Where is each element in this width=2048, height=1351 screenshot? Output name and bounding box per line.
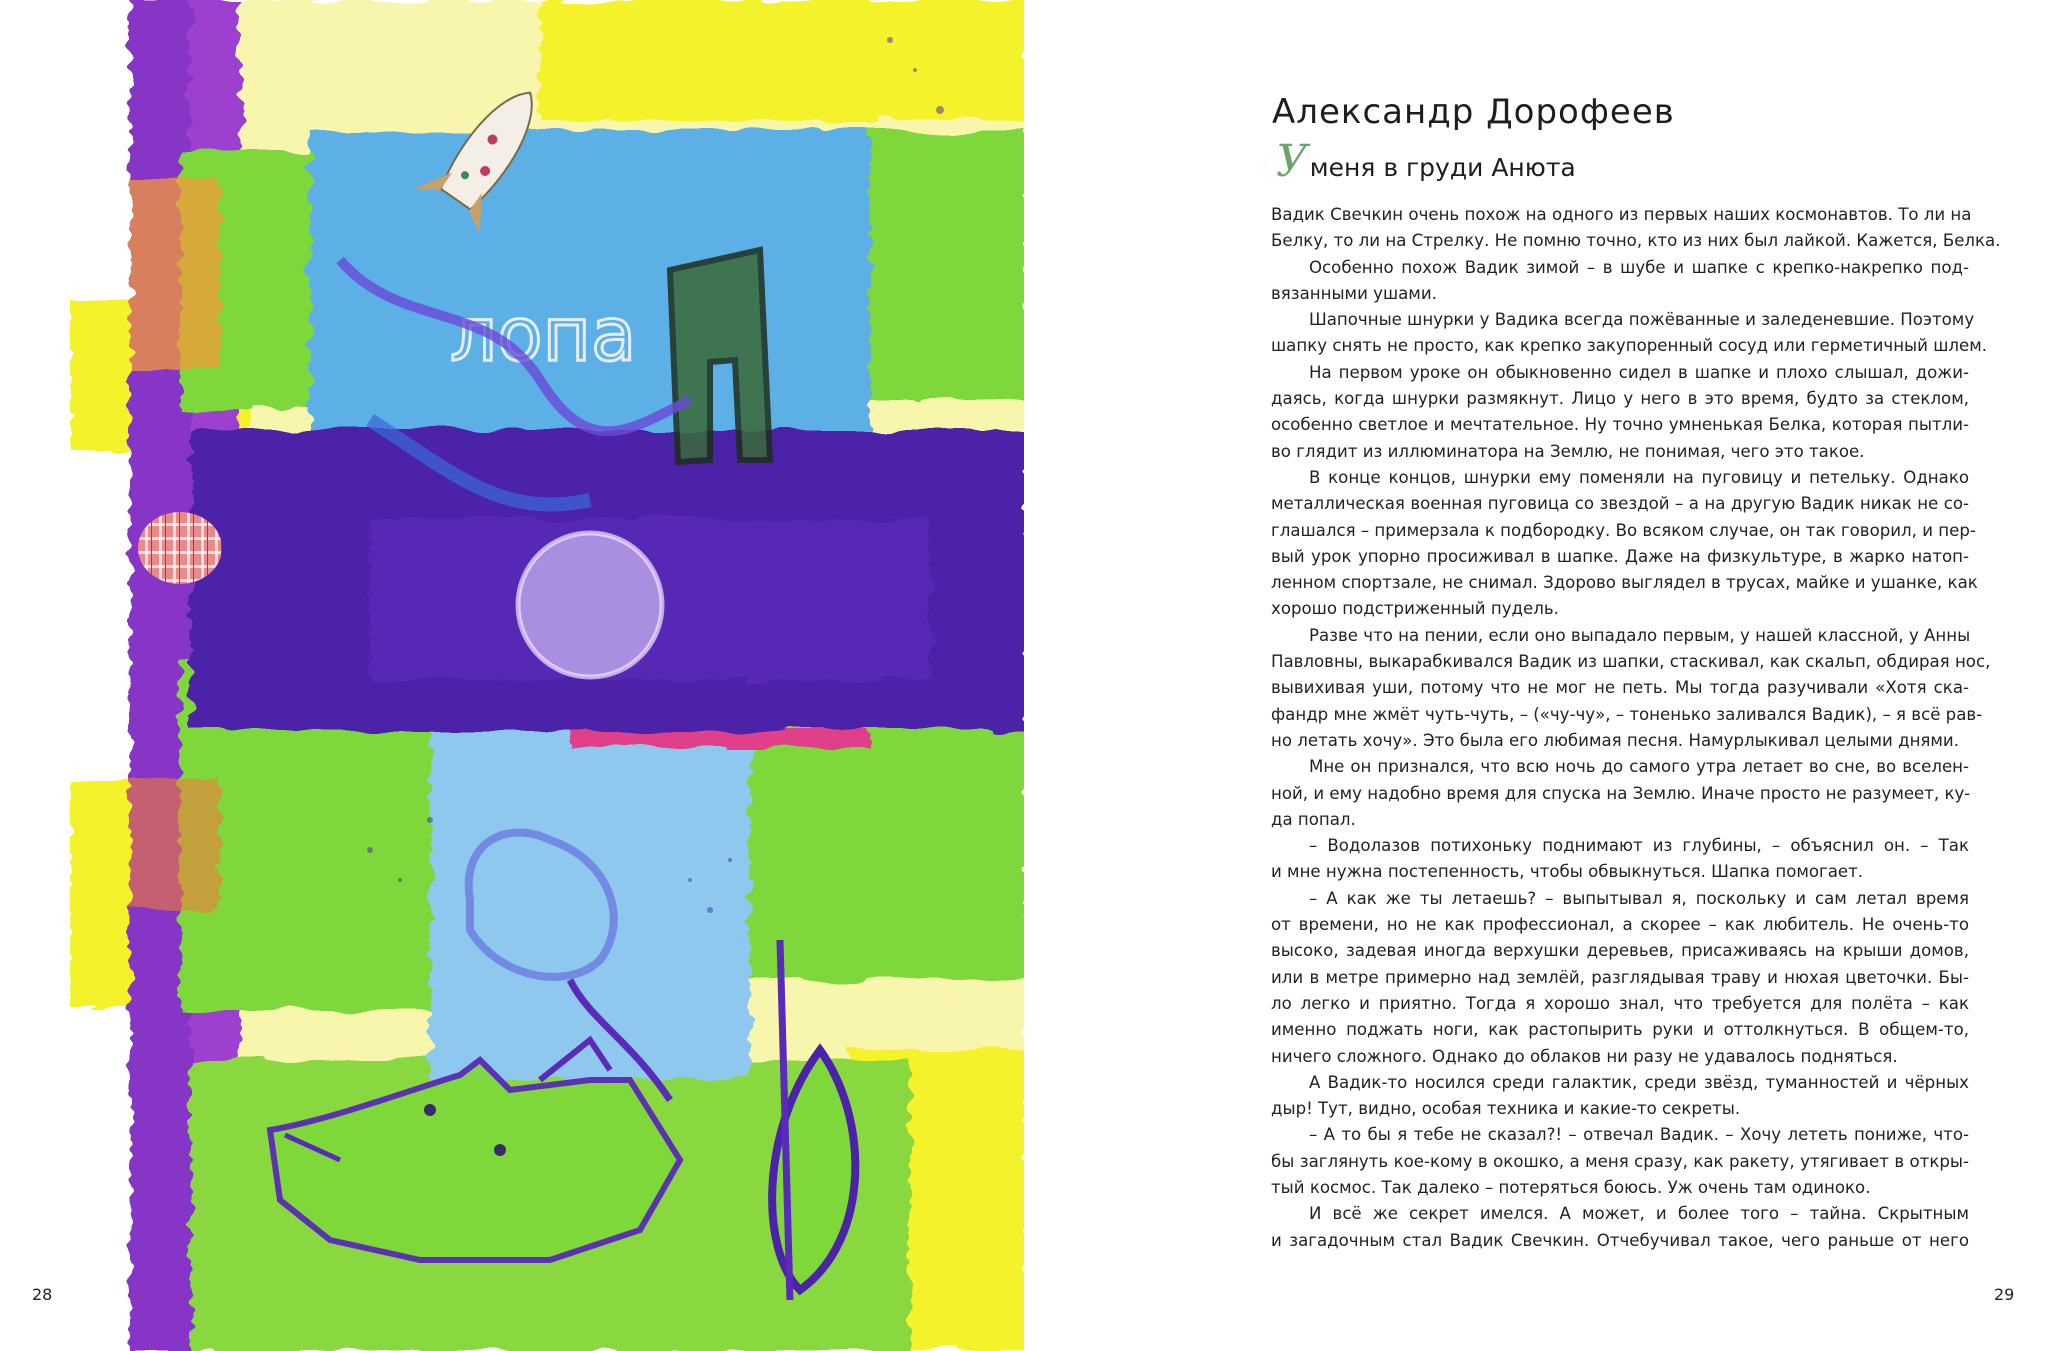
text-line: глашался – примерзала к подбородку. Во всяком случае, он так говорил, и пер- (1271, 520, 1976, 540)
paragraph (1271, 623, 1991, 754)
paragraph (1271, 886, 1969, 1070)
text-line: от времени, но не как профессионал, а скорее – как любитель. Не очень-то (1271, 915, 1969, 935)
illustration (70, 0, 1024, 1351)
text-line: Белку, то ли на Стрелку. Не помню точно, кто из них был лайкой. Кажется, Белка. (1271, 231, 2001, 251)
text-line: – А как же ты летаешь? – выпытывал я, поскольку и сам летал время (1309, 888, 1969, 908)
text-line: тый космос. Так далеко – потеряться боюсь. Уж очень там одиноко. (1271, 1177, 1871, 1197)
paragraph (1271, 360, 1969, 465)
text-line: Шапочные шнурки у Вадика всегда пожёванные и заледеневшие. Поэтому (1309, 310, 1975, 330)
text-line: Вадик Свечкин очень похож на одного из первых наших космонавтов. То ли на (1271, 205, 1972, 224)
text-line: дыр! Тут, видно, особая техника и какие-то секреты. (1271, 1099, 1741, 1119)
text-line: ной, и ему надобно время для спуска на Землю. Иначе просто не разумеет, ку- (1271, 783, 1971, 803)
text-line: ленном спортзале, не снимал. Здорово выглядел в трусах, майке и ушанке, как (1271, 573, 1978, 593)
text-line: во глядит из иллюминатора на Землю, не понимая, чего это такое. (1271, 441, 1865, 461)
paragraph (1271, 465, 1978, 623)
text-line: бы заглянуть кое-кому в окошко, а меня сразу, как ракету, утягивает в откры- (1271, 1151, 1969, 1171)
text-line: На первом уроке он обыкновенно сидел в шапке и плохо слышал, дожи- (1309, 362, 1969, 382)
text-line: ничего сложного. Однако до облаков ни разу не удавалось подняться. (1271, 1046, 1898, 1066)
paragraph (1271, 202, 2001, 255)
text-line: но летать хочу». Это была его любимая песня. Намурлыкивал целыми днями. (1271, 730, 1959, 750)
text-line: именно поджать ноги, как растопырить руки и оттолкнуться. В общем-то, (1271, 1020, 1969, 1040)
page-number-right: 29 (1994, 1285, 2015, 1304)
plaid-patch-icon (138, 512, 222, 584)
text-line: шапку снять не просто, как крепко закупоренный сосуд или герметичный шлем. (1271, 336, 1988, 356)
text-line: и загадочным стал Вадик Свечкин. Отчебучивал такое, чего раньше от него (1271, 1230, 1969, 1250)
story-body (1271, 202, 2001, 1254)
chalk-scribble: лопа (450, 292, 637, 378)
title-dropcap: У (1276, 136, 1308, 187)
author-name: Александр Дорофеев (1272, 92, 1675, 132)
text-line: да попал. (1271, 809, 1356, 829)
text-line: хорошо подстриженный пудель. (1271, 599, 1559, 619)
paragraph (1271, 1122, 1969, 1201)
text-line: Мне он признался, что всю ночь до самого утра летает во сне, во вселен- (1309, 757, 1969, 777)
text-line: А Вадик-то носился среди галактик, среди звёзд, туманностей и чёрных (1309, 1072, 1969, 1092)
paragraph (1271, 833, 1969, 886)
text-line: даясь, когда шнурки размякнут. Лицо у него в это время, будто за стеклом, (1271, 389, 1969, 409)
text-line: вязанными ушами. (1271, 283, 1437, 303)
text-line: металлическая военная пуговица со звездой – а на другую Вадик никак не со- (1271, 494, 1969, 514)
text-line: Особенно похож Вадик зимой – в шубе и шапке с крепко-накрепко под- (1309, 257, 1969, 277)
paragraph (1271, 255, 1969, 308)
text-line: – Водолазов потихоньку поднимают из глубины, – объяснил он. – Так (1309, 836, 1969, 856)
text-line: И всё же секрет имелся. А может, и более того – тайна. Скрытным (1309, 1204, 1969, 1224)
text-line: Павловны, выкарабкивался Вадик из шапки, стаскивал, как скальп, обдирая нос, (1271, 652, 1991, 672)
text-line: особенно светлое и мечтательное. Ну точно умненькая Белка, которая пытли- (1271, 415, 1969, 435)
text-line: ло легко и приятно. Тогда я хорошо знал, что требуется для полёта – как (1271, 993, 1969, 1013)
text-line: фандр мне жмёт чуть-чуть, – («чу-чу», – тоненько заливался Вадик), – я всё рав- (1271, 704, 1983, 724)
text-line: – А то бы я тебе не сказал?! – отвечал Вадик. – Хочу лететь пониже, что- (1309, 1125, 1969, 1145)
story-title (1276, 136, 1576, 187)
text-line: В конце концов, шнурки ему поменяли на пуговицу и петельку. Однако (1309, 467, 1969, 487)
text-line: и мне нужна постепенность, чтобы обвыкнуться. Шапка помогает. (1271, 862, 1864, 882)
text-line: высоко, задевая иногда верхушки деревьев, присаживаясь на крыши домов, (1271, 941, 1969, 961)
text-line: вый урок упорно просиживал в шапке. Даже на физкультуре, в жарко натоп- (1271, 546, 1969, 566)
paragraph (1271, 307, 1988, 360)
text-line: вывихивая уши, потому что не мог не петь. Мы тогда разучивали «Хотя ска- (1271, 678, 1969, 698)
text-line: или в метре примерно над землёй, разглядывая траву и нюхая цветочки. Бы- (1271, 967, 1969, 987)
paragraph (1271, 754, 1969, 833)
paragraph (1271, 1201, 1969, 1254)
title-text: меня в груди Анюта (1309, 153, 1576, 182)
text-line: Разве что на пении, если оно выпадало первым, у нашей классной, у Анны (1309, 625, 1971, 645)
paragraph (1271, 1070, 1969, 1123)
page-number-left: 28 (32, 1285, 53, 1304)
